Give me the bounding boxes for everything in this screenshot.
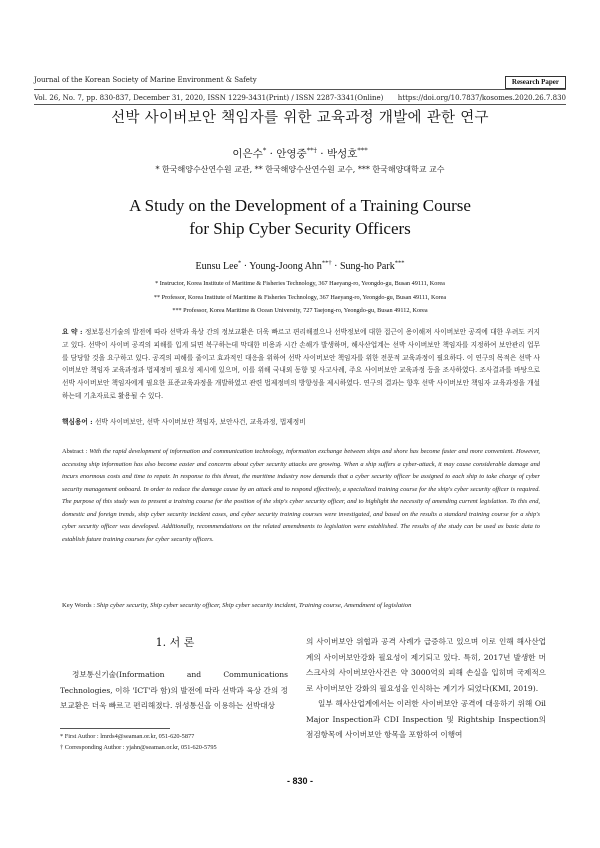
korean-author-1: 이은수 xyxy=(232,148,263,160)
english-abstract-label: Abstract : xyxy=(62,448,90,455)
english-affiliation-1: * Instructor, Korea Institute of Maritime & Fisheries Technology, 367 Haeyang-ro, Yeongdo-gu, Busan 49111, Korea xyxy=(155,280,445,287)
english-abstract-text: With the rapid development of information and communication technology, information exchange between ships and shore has become faster and more convenient. However, accessing ship information has also become easier and concerns about cyber security attacks are growing. When a ship suffers a cyber-attack, it may cause considerable damage and incurs enormous costs and time to repair. In response to this threat, the maritime industry now demands that a cyber security officer be assigned to each ship to take charge of cyber security management onboard. In order to reduce the damage cause by an attack and to respond effectively, a specialized training course for the ship's cyber security officer is required. The purpose of this study was to present a training course for the position of the ship's cyber security officer, and to highlight the necessity of amending current legislation. To this end, domestic and foreign trends, ship cyber security incident cases, and cyber security training courses were investigated, and based on the results a standard training course for a ship's cyber security officer was developed. Additionally, recommendations on the related amendments to legislation were established. The results of the study can be used as basic data to establish future training courses for cyber security officers. xyxy=(62,448,540,543)
section-heading-introduction: 1. 서 론 xyxy=(155,636,195,649)
korean-author-sep-1: · xyxy=(266,148,277,160)
intro-right-column xyxy=(306,634,546,743)
english-keywords xyxy=(62,601,540,610)
english-abstract xyxy=(62,446,540,546)
english-authors xyxy=(0,261,600,273)
english-keywords-text: Ship cyber security, Ship cyber security officer, Ship cyber security incident, Training course, Amendment of legislation xyxy=(96,602,412,609)
korean-author-sep-2: · xyxy=(316,148,327,160)
research-paper-badge: Research Paper xyxy=(505,76,566,89)
korean-abstract-text: 정보통신기술의 발전에 따라 선박과 육상 간의 정보교환은 더욱 빠르고 편리해졌으나 선박정보에 대한 접근이 용이해져 사이버보안 공격에 대한 우려도 커지고 있다. 선박이 사이버 공격의 피해를 입게 되면 복구하는데 막대한 비용과 시간 손해가 발생하며, 해사산업계는 선박 사이버보안 책임자를 지정하여 보안관리 업무를 담당할 것을 요구하고 있다. 공격의 피해를 줄이고 효과적인 대응을 위하여 선박 사이버보안 책임자를 위한 전문적 교육과정이 필요하다. 이 연구의 목적은 선박 사이버보안 책임자 교육과정과 법제정비 필요성 제시에 있으며, 이를 위해 국내외 동향 및 사고사례, 주요 사이버보안 교육과정 등을 조사하였다. 조사결과를 바탕으로 선박 사이버보안 책임자에게 필요한 표준교육과정을 개발하였고 관련 법제정비의 방향성을 제시하였다. 연구의 결과는 향후 선박 사이버보안 책임자 교육과정을 개설하는데 기초자료로 활용될 수 있다. xyxy=(62,328,540,400)
korean-title: 선박 사이버보안 책임자를 위한 교육과정 개발에 관한 연구 xyxy=(111,110,489,126)
korean-keywords-label: 핵심용어 : xyxy=(62,418,95,426)
english-author-3: Sung-ho Park xyxy=(339,261,395,272)
english-author-sep-1: · xyxy=(241,261,250,272)
doi-link[interactable]: https://doi.org/10.7837/kosomes.2020.26.7.830 xyxy=(397,94,566,102)
korean-author-1-mark: * xyxy=(262,146,267,155)
korean-author-3-mark: *** xyxy=(357,146,368,155)
intro-right-paragraph-2: 일부 해사산업계에서는 이러한 사이버보안 공격에 대응하기 위해 Oil Major Inspection과 CDI Inspection 및 Rightship Inspection의 점검항목에 사이버보안 항목을 포함하여 이행여 xyxy=(306,699,546,739)
english-keywords-label: Key Words : xyxy=(62,602,97,609)
volume-issn-line: Vol. 26, No. 7, pp. 830-837, December 31, 2020, ISSN 1229-3431(Print) / ISSN 2287-3341(Online) xyxy=(34,94,384,102)
footnote-first-author: * First Author : lmrds4@seaman.or.kr, 051-620-5877 xyxy=(60,733,195,740)
korean-authors xyxy=(0,148,600,161)
korean-author-2: 안영중 xyxy=(276,148,307,160)
english-author-2: Young-Joong Ahn xyxy=(249,261,322,272)
english-author-2-mark: **† xyxy=(321,259,332,267)
footnote-corresponding-author: † Corresponding Author : yjahn@seaman.or.kr, 051-620-5795 xyxy=(60,744,217,751)
english-title-line-2: for Ship Cyber Security Officers xyxy=(189,219,411,238)
intro-right-paragraph-1: 의 사이버보안 위협과 공격 사례가 급증하고 있으며 이로 인해 해사산업계의 사이버보안강화 필요성이 제기되고 있다. 특히, 2017년 발생한 머스크사의 사이버보안사건은 약 3000억의 피해 손실을 입히며 국제적으로 사이버보안 강화의 필요성을 인식하는 계기가 되었다(KMI, 2019). xyxy=(306,637,546,693)
english-title-line-1: A Study on the Development of a Training Course xyxy=(129,196,471,215)
footnote-rule xyxy=(60,728,170,729)
english-author-1: Eunsu Lee xyxy=(195,261,239,272)
header-rule-bottom xyxy=(34,104,566,105)
intro-left-paragraph: 정보통신기술(Information and Communications Technologies, 이하 'ICT'라 함)의 발전에 따라 선박과 육상 간의 정보교환은 더욱 빠르고 편리해졌다. 위성통신을 이용하는 선박대상 xyxy=(60,670,288,710)
korean-author-3: 박성호 xyxy=(326,148,358,160)
korean-abstract xyxy=(62,326,540,403)
english-author-1-mark: * xyxy=(238,259,242,267)
korean-author-2-mark: **† xyxy=(306,146,317,155)
korean-affiliations: * 한국해양수산연수원 교관, ** 한국해양수산연수원 교수, *** 한국해양대학교 교수 xyxy=(155,165,445,174)
english-author-3-mark: *** xyxy=(394,259,405,267)
korean-keywords xyxy=(62,418,540,427)
english-affiliation-2: ** Professor, Korea Institute of Maritime & Fisheries Technology, 367 Haeyang-ro, Yeongdo-gu, Busan 49111, Korea xyxy=(153,294,447,301)
korean-keywords-text: 선박 사이버보안, 선박 사이버보안 책임자, 보안사건, 교육과정, 법제정비 xyxy=(94,418,306,426)
journal-name: Journal of the Korean Society of Marine Environment & Safety xyxy=(34,76,257,84)
korean-abstract-label: 요 약 : xyxy=(62,328,85,336)
intro-left-column xyxy=(60,667,288,714)
page-number: - 830 - xyxy=(286,776,313,786)
english-author-sep-2: · xyxy=(331,261,340,272)
header-rule-top xyxy=(34,89,566,90)
english-affiliation-3: *** Professor, Korea Maritime & Ocean University, 727 Taejong-ro, Yeongdo-gu, Busan 49112, Korea xyxy=(172,307,428,314)
